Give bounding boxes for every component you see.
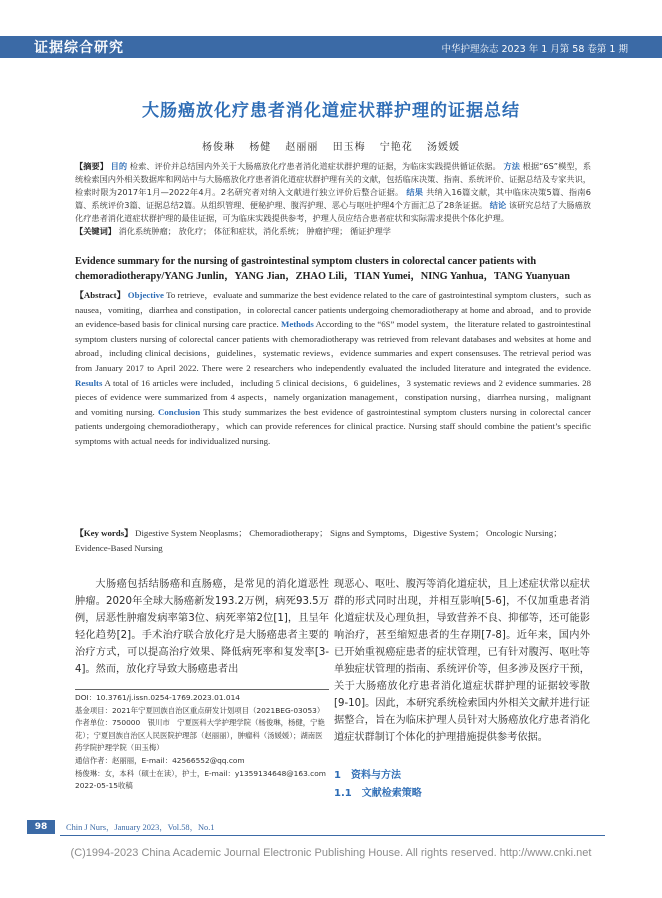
journal-issue: 中华护理杂志 2023 年 1 月第 58 卷第 1 期 xyxy=(441,44,628,55)
intro-paragraph-left: 大肠癌包括结肠癌和直肠癌，是常见的消化道恶性肿瘤。2020年全球大肠癌新发193.2万例，病死93.5万例，居恶性肿瘤发病率第3位、病死率第2位[1]，且呈年轻化趋势[2]。手术治疗联合放化疗是大肠癌患者主要的治疗方式，可以提高治疗效果、降低病死率和复发率[3-4]。然而，放化疗导致大肠癌患者出 xyxy=(75,579,329,675)
keywords-label: 【关键词】 xyxy=(75,226,116,236)
section-heading: 1 资料与方法 xyxy=(334,770,401,781)
methods-label: 方法 xyxy=(503,161,520,171)
article-title: 大肠癌放化疗患者消化道症状群护理的证据总结 xyxy=(142,101,520,121)
abstract-label: 【摘要】 xyxy=(75,161,108,171)
body-right-column xyxy=(334,576,590,746)
subsection-heading: 1.1 文献检索策略 xyxy=(334,788,422,799)
results-text: 共纳入16篇文献，其中临床决策5篇、指南6篇、系统评价3篇、证据总结2篇。从组织管理、便秘护理、腹泻护理、恶心与呕吐护理4个方面汇总了28条证据。 xyxy=(75,187,591,210)
fund-info: 基金项目：2021年宁夏回族自治区重点研发计划项目（2021BEG-03053） xyxy=(75,705,325,715)
conclusion-label: 结论 xyxy=(489,200,507,210)
en-keywords-label: 【Key words】 xyxy=(75,528,133,538)
en-abstract-label: 【Abstract】 xyxy=(75,290,126,300)
english-abstract xyxy=(75,288,591,449)
en-methods-label: Methods xyxy=(281,319,314,330)
received-date: 2022-05-15收稿 xyxy=(75,781,133,791)
objective-text: 检索、评价并总结国内外关于大肠癌放化疗患者消化道症状群护理的证据，为临床实践提供循证依据。 xyxy=(129,161,501,171)
english-keywords xyxy=(75,526,591,556)
author-list: 杨俊琳 杨健 赵丽丽 田玉梅 宁艳花 汤媛媛 xyxy=(202,142,460,153)
en-keywords-text: Digestive System Neoplasms； Chemoradiotherapy； Signs and Symptoms，Digestive System； Oncologic Nursing； Evidence-Based Nursing xyxy=(75,528,562,553)
affiliation-label: 作者单位： xyxy=(75,718,112,728)
first-author: 杨俊琳：女，本科（硕士在读），护士，E-mail：y1359134648@163.com xyxy=(75,768,326,778)
footnotes xyxy=(75,692,329,793)
header-bar xyxy=(0,36,662,58)
column-name: 证据综合研究 xyxy=(34,40,124,56)
conclusion-text: 该研究总结了大肠癌放化疗患者消化道症状群护理的最佳证据，可为临床实践提供参考，护理人员应结合患者症状和实际需求提供个体化护理。 xyxy=(75,200,591,223)
results-label: 结果 xyxy=(406,187,424,197)
page-number: 98 xyxy=(27,820,55,834)
affiliation-text: 750000 银川市 宁夏医科大学护理学院（杨俊琳，杨健，宁艳花）；宁夏回族自治区人民医院护理部（赵丽丽），肿瘤科（汤媛媛）；湖南医药学院护理学院（田玉梅） xyxy=(75,718,325,753)
doi: DOI：10.3761/j.issn.0254-1769.2023.01.014 xyxy=(75,693,240,702)
en-conclusion-text: This study summarizes the best evidence of gastrointestinal symptom clusters nursing in colorectal cancer patients undergoing chemoradiotherapy，which can provide references for clinical practice. Nursing staff should combine the patient’s specific symptoms with actual needs for individualized nursing. xyxy=(75,406,591,446)
en-results-label: Results xyxy=(75,377,103,388)
objective-label: 目的 xyxy=(110,161,128,171)
en-conclusion-label: Conclusion xyxy=(158,406,201,417)
en-results-text: A total of 16 articles were included，including 5 clinical decisions，6 guidelines，3 systematic reviews and 2 evidence summaries. 28 pieces of evidence were summarized from 4 aspects，namely organization management，constipation nursing，diarrhea nursing，malignant and vomiting nursing. xyxy=(75,377,592,417)
english-title: Evidence summary for the nursing of gastrointestinal symptom clusters in colorectal cancer patients with chemoradiotherapy/YANG Junlin，YANG Jian，ZHAO Lili，TIAN Yumei，NING Yanhua，TANG Yuanyuan xyxy=(75,256,570,282)
copyright-notice: (C)1994-2023 China Academic Journal Electronic Publishing House. All rights reserved. http://www.cnki.net xyxy=(70,847,592,859)
footnote-divider xyxy=(75,689,329,690)
footer-divider xyxy=(60,835,605,836)
en-methods-text: According to the “6S” model system，the literature related to gastrointestinal symptom clusters nursing of colorectal cancer patients with chemoradiotherapy was retrieved from relevant databases and websites at home and abroad，including clinical decisions，guidelines，systematic reviews，evidence summaries and expert consensuses. The retrieval period was from January 2017 to April 2022. There were 2 researchers who independently evaluated the included literature and integrated the evidence. xyxy=(75,319,591,373)
corresponding-author: 通信作者：赵丽丽，E-mail：42566552@qq.com xyxy=(75,755,245,765)
footer-journal: Chin J Nurs，January 2023，Vol.58，No.1 xyxy=(66,823,215,832)
chinese-abstract xyxy=(75,160,591,238)
intro-paragraph-right: 现恶心、呕吐、腹泻等消化道症状，且上述症状常以症状群的形式同时出现，并相互影响[5-6]，不仅加重患者消化道症状及心理负担，导致营养不良、抑郁等，还可能影响治疗，甚至缩短患者的生存期[7-8]。近年来，国内外已开始重视癌症患者的症状管理，已有针对腹泻、呕吐等单独症状管理的指南、系统评价等，但多涉及医疗干预，关于大肠癌放化疗患者消化道症状群护理的证据较零散[9-10]。因此，本研究系统检索国内外相关文献并进行证据整合，旨在为临床护理人员针对大肠癌放化疗患者消化道症状群制订个体化的护理措施提供参考依据。 xyxy=(334,579,590,743)
keywords-text: 消化系统肿瘤； 放化疗； 体征和症状，消化系统； 肿瘤护理； 循证护理学 xyxy=(118,226,391,236)
body-left-column xyxy=(75,576,329,678)
methods-text: 根据“6S”模型，系统检索国内外相关数据库和网站中与大肠癌放化疗患者消化道症状群护理有关的文献，包括临床决策、指南、系统评价、证据总结及专家共识，检索时限为2017年1月—2022年4月。2名研究者对纳入文献进行独立评价后整合证据。 xyxy=(75,161,592,197)
affiliation xyxy=(75,717,329,755)
en-objective-label: Objective xyxy=(127,290,164,300)
en-objective-text: To retrieve，evaluate and summarize the best evidence related to the care of gastrointestinal symptom clusters，such as nausea，vomiting，diarrhea and constipation，in colorectal cancer patients undergoing chemoradiotherapy at home and abroad，and to provide an evidence-based basis for clinical nursing care practice. xyxy=(75,290,591,330)
